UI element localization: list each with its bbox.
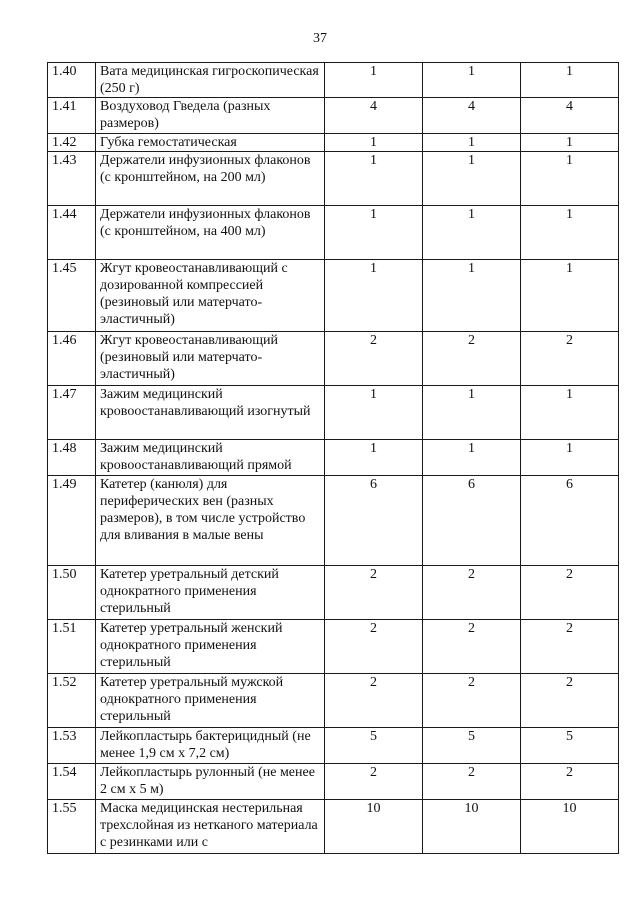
quantity-col-3: 5 [566, 729, 573, 744]
table-row [48, 476, 619, 566]
item-name: Маска медицинская нестерильная трехслойная из нетканого материала с резинками или с [100, 801, 318, 850]
quantity-col-2: 2 [468, 567, 475, 582]
row-number-cell [48, 620, 96, 674]
quantity-col-1: 2 [370, 567, 377, 582]
item-name-cell [96, 386, 325, 440]
quantity-col-3: 1 [566, 135, 573, 150]
quantity-col-3-cell [521, 332, 619, 386]
quantity-col-1: 6 [370, 477, 377, 492]
row-number: 1.41 [52, 99, 77, 114]
item-name-cell [96, 152, 325, 206]
item-name-cell [96, 674, 325, 728]
quantity-col-1-cell [325, 152, 423, 206]
item-name-cell [96, 440, 325, 476]
quantity-col-1-cell [325, 386, 423, 440]
item-name: Катетер уретральный детский однократного применения стерильный [100, 567, 279, 616]
item-name-cell [96, 63, 325, 98]
item-name-cell [96, 332, 325, 386]
quantity-col-1: 4 [370, 99, 377, 114]
quantity-col-2-cell [423, 386, 521, 440]
table-row [48, 386, 619, 440]
row-number-cell [48, 152, 96, 206]
item-name: Лейкопластырь бактерицидный (не менее 1,9 см х 7,2 см) [100, 729, 311, 761]
quantity-col-3-cell [521, 206, 619, 260]
quantity-col-1: 10 [366, 801, 381, 816]
quantity-col-2: 2 [468, 333, 475, 348]
row-number-cell [48, 386, 96, 440]
table-row [48, 674, 619, 728]
quantity-col-3: 2 [566, 765, 573, 780]
quantity-col-1: 2 [370, 333, 377, 348]
quantity-col-2: 5 [468, 729, 475, 744]
row-number: 1.45 [52, 261, 77, 276]
quantity-col-3-cell [521, 674, 619, 728]
quantity-col-3: 4 [566, 99, 573, 114]
item-name: Воздуховод Гведела (разных размеров) [100, 99, 271, 131]
item-name-cell [96, 800, 325, 854]
row-number: 1.55 [52, 801, 77, 816]
quantity-col-2: 1 [468, 64, 475, 79]
table-row [48, 152, 619, 206]
row-number: 1.44 [52, 207, 77, 222]
quantity-col-2-cell [423, 728, 521, 764]
quantity-col-2: 10 [464, 801, 479, 816]
quantity-col-2-cell [423, 63, 521, 98]
row-number: 1.51 [52, 621, 77, 636]
quantity-col-2: 1 [468, 135, 475, 150]
table-row [48, 332, 619, 386]
item-name: Зажим медицинский кровоостанавливающий прямой [100, 441, 292, 473]
table-body [48, 63, 619, 854]
quantity-col-1: 1 [370, 441, 377, 456]
quantity-col-3: 10 [562, 801, 577, 816]
quantity-col-2: 1 [468, 387, 475, 402]
quantity-col-3: 2 [566, 675, 573, 690]
quantity-col-3: 6 [566, 477, 573, 492]
quantity-col-2-cell [423, 332, 521, 386]
quantity-col-3-cell [521, 620, 619, 674]
equipment-table [47, 62, 619, 854]
quantity-col-1-cell [325, 620, 423, 674]
item-name-cell [96, 764, 325, 800]
quantity-col-2-cell [423, 620, 521, 674]
row-number: 1.53 [52, 729, 77, 744]
table-row [48, 63, 619, 98]
table-row [48, 206, 619, 260]
quantity-col-1-cell [325, 440, 423, 476]
row-number-cell [48, 134, 96, 152]
quantity-col-1-cell [325, 800, 423, 854]
quantity-col-3-cell [521, 152, 619, 206]
quantity-col-3-cell [521, 260, 619, 332]
quantity-col-2: 1 [468, 207, 475, 222]
table-row [48, 620, 619, 674]
quantity-col-3: 1 [566, 207, 573, 222]
quantity-col-1-cell [325, 476, 423, 566]
item-name-cell [96, 134, 325, 152]
quantity-col-2-cell [423, 800, 521, 854]
quantity-col-3: 1 [566, 441, 573, 456]
quantity-col-1-cell [325, 674, 423, 728]
row-number-cell [48, 98, 96, 134]
quantity-col-3: 1 [566, 64, 573, 79]
page-number: 37 [313, 31, 327, 46]
item-name: Катетер (канюля) для периферических вен (разных размеров), в том числе устройство для вливания в малые вены [100, 477, 306, 543]
quantity-col-2-cell [423, 152, 521, 206]
quantity-col-1-cell [325, 764, 423, 800]
item-name: Катетер уретральный женский однократного применения стерильный [100, 621, 283, 670]
quantity-col-1: 1 [370, 261, 377, 276]
quantity-col-3-cell [521, 134, 619, 152]
quantity-col-1: 1 [370, 153, 377, 168]
quantity-col-3-cell [521, 800, 619, 854]
quantity-col-1: 1 [370, 387, 377, 402]
quantity-col-1-cell [325, 98, 423, 134]
table-row [48, 566, 619, 620]
row-number-cell [48, 764, 96, 800]
quantity-col-3: 1 [566, 261, 573, 276]
row-number: 1.40 [52, 64, 77, 79]
item-name-cell [96, 566, 325, 620]
quantity-col-3: 1 [566, 387, 573, 402]
quantity-col-3-cell [521, 476, 619, 566]
quantity-col-2: 2 [468, 765, 475, 780]
quantity-col-3-cell [521, 566, 619, 620]
quantity-col-1-cell [325, 63, 423, 98]
quantity-col-1: 2 [370, 765, 377, 780]
row-number: 1.46 [52, 333, 77, 348]
item-name: Лейкопластырь рулонный (не менее 2 см х 5 м) [100, 765, 315, 797]
item-name: Катетер уретральный мужской однократного применения стерильный [100, 675, 284, 724]
quantity-col-1-cell [325, 332, 423, 386]
row-number: 1.42 [52, 135, 77, 150]
quantity-col-1-cell [325, 260, 423, 332]
quantity-col-1-cell [325, 134, 423, 152]
quantity-col-2-cell [423, 98, 521, 134]
quantity-col-2: 6 [468, 477, 475, 492]
table-row [48, 440, 619, 476]
row-number: 1.54 [52, 765, 77, 780]
quantity-col-2-cell [423, 260, 521, 332]
row-number-cell [48, 260, 96, 332]
row-number-cell [48, 566, 96, 620]
row-number-cell [48, 728, 96, 764]
table-row [48, 800, 619, 854]
quantity-col-3-cell [521, 98, 619, 134]
row-number: 1.49 [52, 477, 77, 492]
row-number-cell [48, 476, 96, 566]
item-name-cell [96, 620, 325, 674]
row-number-cell [48, 206, 96, 260]
row-number-cell [48, 63, 96, 98]
quantity-col-2-cell [423, 566, 521, 620]
quantity-col-3: 2 [566, 333, 573, 348]
quantity-col-1: 1 [370, 207, 377, 222]
quantity-col-1: 5 [370, 729, 377, 744]
item-name-cell [96, 728, 325, 764]
quantity-col-3-cell [521, 728, 619, 764]
row-number: 1.43 [52, 153, 77, 168]
item-name: Держатели инфузионных флаконов (с кронштейном, на 400 мл) [100, 207, 311, 239]
quantity-col-1-cell [325, 206, 423, 260]
quantity-col-3-cell [521, 764, 619, 800]
table-row [48, 728, 619, 764]
row-number-cell [48, 440, 96, 476]
quantity-col-2: 4 [468, 99, 475, 114]
table-row [48, 260, 619, 332]
quantity-col-2: 1 [468, 153, 475, 168]
item-name-cell [96, 260, 325, 332]
quantity-col-3: 1 [566, 153, 573, 168]
row-number: 1.48 [52, 441, 77, 456]
table-row [48, 134, 619, 152]
quantity-col-2-cell [423, 476, 521, 566]
row-number-cell [48, 800, 96, 854]
quantity-col-2-cell [423, 764, 521, 800]
quantity-col-2: 2 [468, 675, 475, 690]
item-name-cell [96, 98, 325, 134]
row-number: 1.50 [52, 567, 77, 582]
quantity-col-3: 2 [566, 621, 573, 636]
row-number-cell [48, 332, 96, 386]
table-row [48, 764, 619, 800]
quantity-col-3: 2 [566, 567, 573, 582]
row-number-cell [48, 674, 96, 728]
row-number: 1.47 [52, 387, 77, 402]
item-name: Жгут кровеостанавливающий с дозированной компрессией (резиновый или матерчато-эластичный) [100, 261, 288, 327]
item-name: Держатели инфузионных флаконов (с кронштейном, на 200 мл) [100, 153, 311, 185]
quantity-col-3-cell [521, 63, 619, 98]
quantity-col-1-cell [325, 728, 423, 764]
quantity-col-2-cell [423, 206, 521, 260]
item-name-cell [96, 206, 325, 260]
quantity-col-1-cell [325, 566, 423, 620]
quantity-col-2: 1 [468, 441, 475, 456]
item-name-cell [96, 476, 325, 566]
quantity-col-2-cell [423, 440, 521, 476]
item-name: Жгут кровеостанавливающий (резиновый или матерчато-эластичный) [100, 333, 278, 382]
item-name: Вата медицинская гигроскопическая (250 г) [100, 64, 319, 96]
item-name: Зажим медицинский кровоостанавливающий изогнутый [100, 387, 311, 419]
quantity-col-3-cell [521, 386, 619, 440]
quantity-col-3-cell [521, 440, 619, 476]
quantity-col-1: 1 [370, 135, 377, 150]
table-row [48, 98, 619, 134]
quantity-col-1: 1 [370, 64, 377, 79]
quantity-col-1: 2 [370, 621, 377, 636]
item-name: Губка гемостатическая [100, 135, 237, 150]
quantity-col-2-cell [423, 674, 521, 728]
row-number: 1.52 [52, 675, 77, 690]
quantity-col-1: 2 [370, 675, 377, 690]
quantity-col-2: 1 [468, 261, 475, 276]
quantity-col-2: 2 [468, 621, 475, 636]
quantity-col-2-cell [423, 134, 521, 152]
